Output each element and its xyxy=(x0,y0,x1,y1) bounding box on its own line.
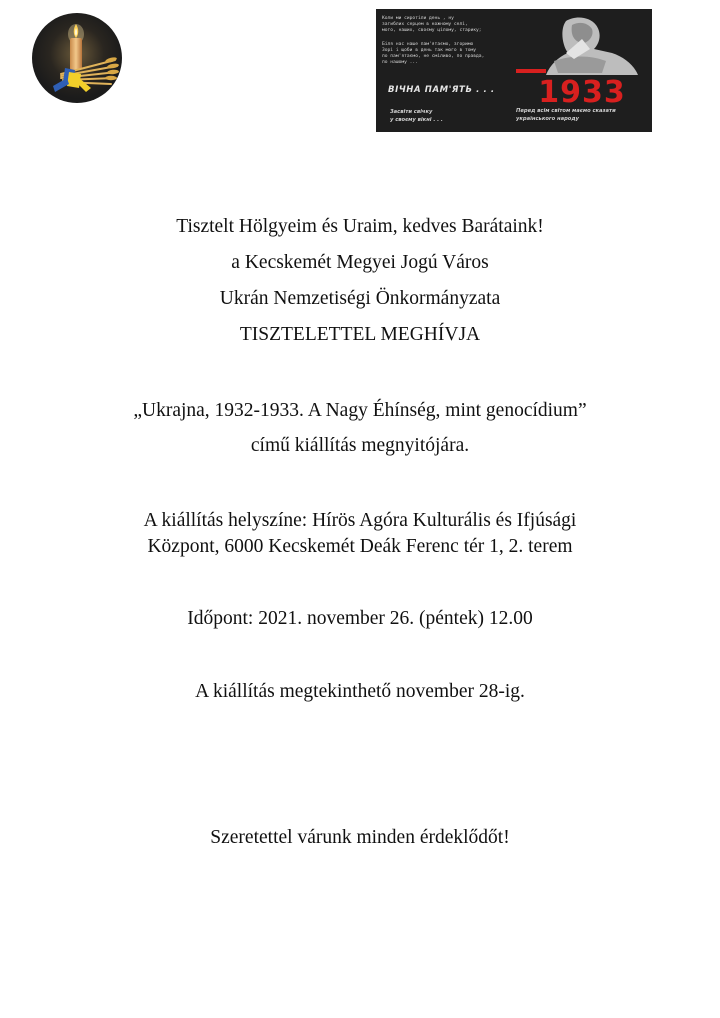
closing-line: Szeretettel várunk minden érdeklődőt! xyxy=(210,827,510,848)
banner-candle-text: Засвіти свічку xyxy=(390,109,433,115)
organizer-line: Ukrán Nemzetiségi Önkormányzata xyxy=(219,288,501,309)
banner-caption: Перед всім світом маємо сказати xyxy=(516,108,616,114)
banner-candle-text: у своєму вікні . . . xyxy=(390,117,443,123)
memorial-candle-logo xyxy=(31,12,123,104)
banner-memory-text: ВІЧНА ПАМ'ЯТЬ . . . xyxy=(388,85,495,95)
banner-poem-line: Біля нас наше пам'ятаємо, згоримо xyxy=(382,42,474,47)
banner-poem-line: по пам'ятаємо, не сміливо, по правда, xyxy=(382,54,485,59)
banner-poem-line: загиблих серцем в кожному селі, xyxy=(382,22,468,27)
holodomor-memorial-image xyxy=(376,9,652,132)
event-date: Időpont: 2021. november 26. (péntek) 12.00 xyxy=(187,608,533,629)
viewable-until: A kiállítás megtekinthető november 28-ig. xyxy=(195,681,525,702)
banner-poem-line: по нашому ... xyxy=(382,60,418,65)
banner-caption: українського народу xyxy=(516,116,579,122)
organizer-line: a Kecskemét Megyei Jogú Város xyxy=(231,252,489,273)
banner-year: 1933 xyxy=(538,75,626,110)
greeting: Tisztelt Hölgyeim és Uraim, kedves Barátaink! xyxy=(176,216,544,237)
banner-poem-line: Коли ми сиротіли день , ну xyxy=(382,16,454,21)
venue-line: Központ, 6000 Kecskemét Deák Ferenc tér 1, 2. terem xyxy=(147,536,573,557)
memorial-candle-wheat-icon xyxy=(31,12,123,104)
banner-poem-line: мого, наших, своєму цілому, старику; xyxy=(382,28,482,33)
exhibition-suffix: című kiállítás megnyitójára. xyxy=(250,435,470,456)
exhibition-title: „Ukrajna, 1932-1933. A Nagy Éhínség, mint genocídium” xyxy=(133,400,587,421)
banner-poem-line: Зорі і щоби в день так мого в тому xyxy=(382,48,477,53)
memorial-banner xyxy=(376,9,652,132)
venue-line: A kiállítás helyszíne: Hírös Agóra Kulturális és Ifjúsági xyxy=(143,510,577,531)
invitation-heading: TISZTELETTEL MEGHÍVJA xyxy=(239,324,481,345)
